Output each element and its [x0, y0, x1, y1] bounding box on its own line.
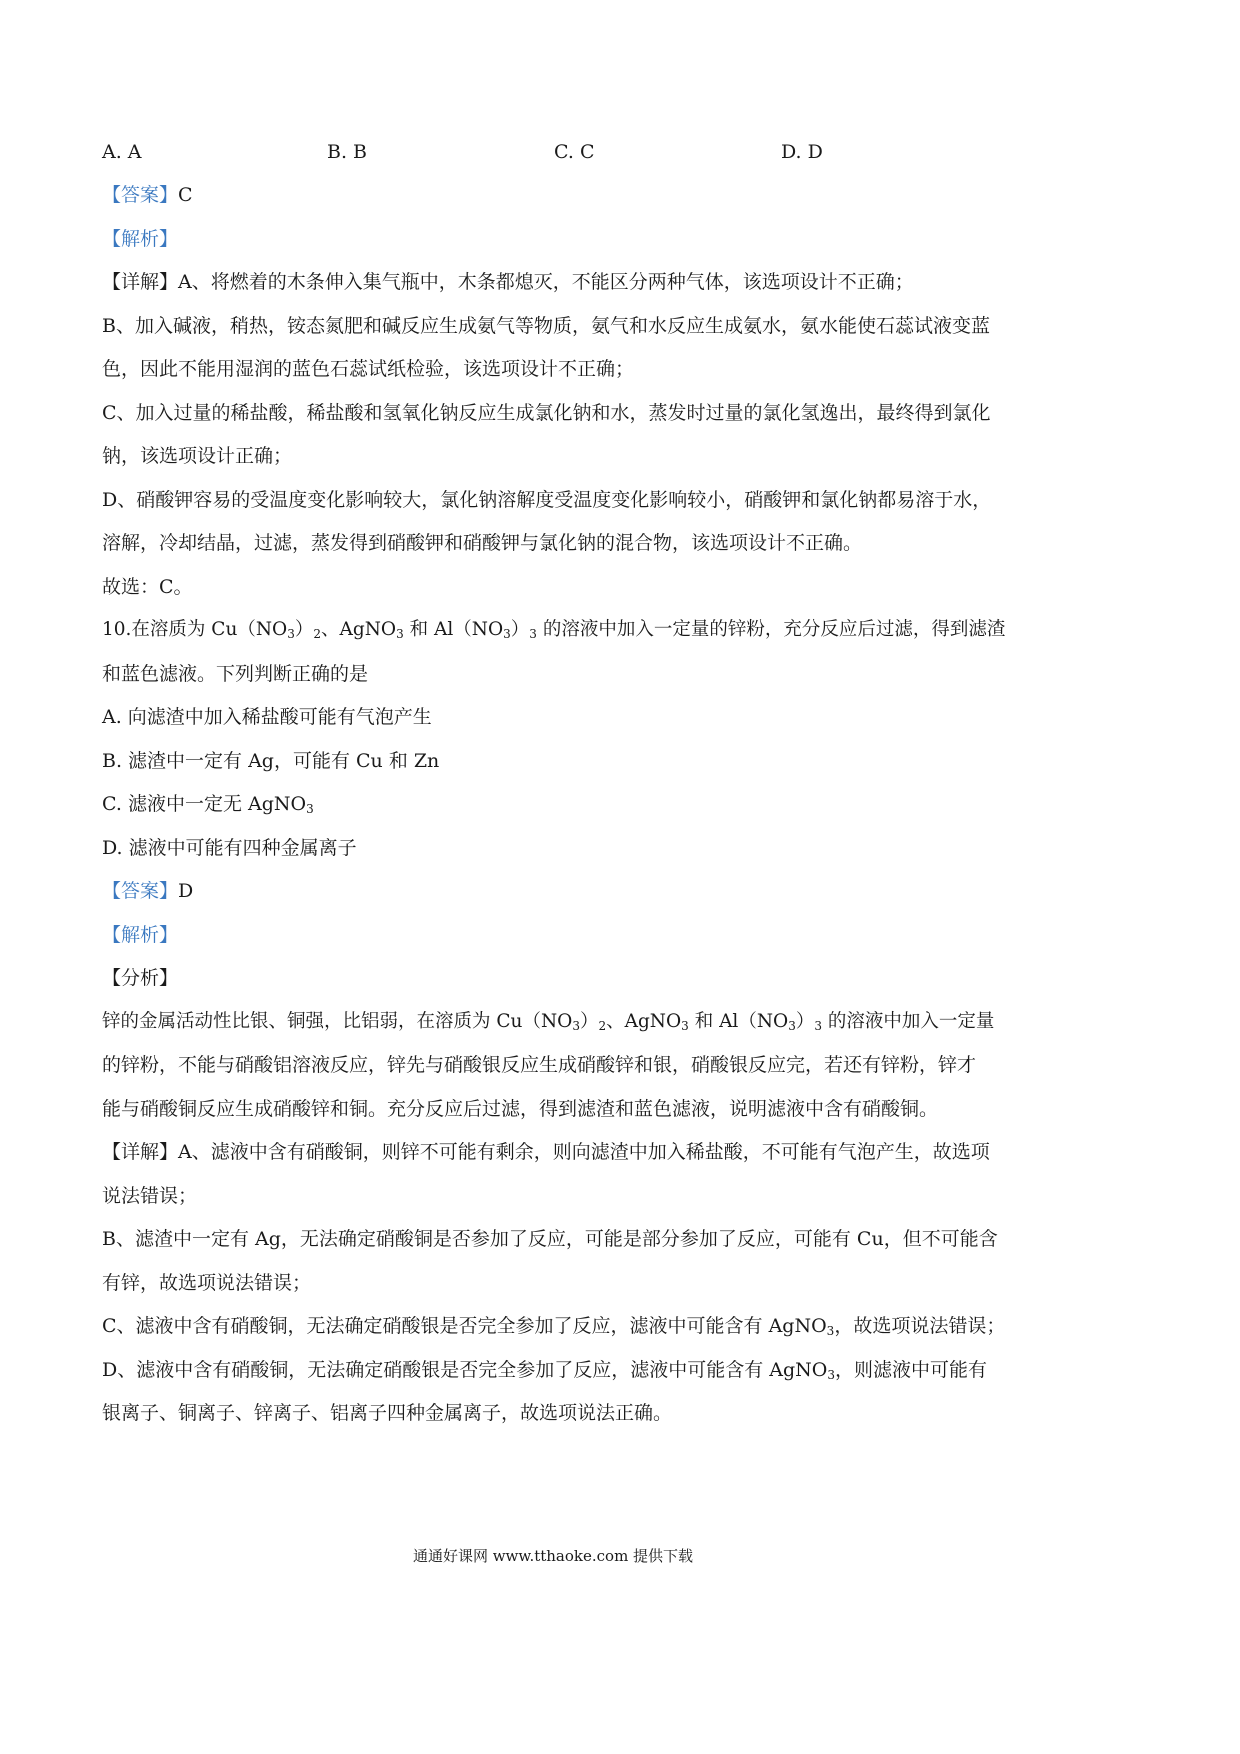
q10-detail-line: 银离子、铜离子、锌离子、铝离子四种金属离子，故选项说法正确。	[102, 1402, 673, 1424]
option-a: A. A	[102, 141, 142, 163]
q9-answer	[102, 183, 193, 207]
q9-detail-line: 溶解，冷却结晶，过滤，蒸发得到硝酸钾和硝酸钾与氯化钠的混合物，该选项设计不正确。	[102, 532, 863, 554]
q10-fenxi-tag: 【分析】	[102, 967, 179, 989]
q10-option-b: B. 滤渣中一定有 Ag，可能有 Cu 和 Zn	[102, 750, 440, 772]
q10-stem-line2: 和蓝色滤液。下列判断正确的是	[102, 663, 369, 685]
q9-detail-line: B、加入碱液，稍热，铵态氮肥和碱反应生成氨气等物质，氨气和水反应生成氨水，氨水能使石蕊试液变蓝	[102, 315, 990, 337]
q10-fenxi-line: 能与硝酸铜反应生成硝酸锌和铜。充分反应后过滤，得到滤渣和蓝色滤液，说明滤液中含有硝酸铜。	[102, 1098, 939, 1120]
answer-value: C	[178, 184, 193, 206]
answer-value: D	[178, 880, 194, 902]
q10-detail-line: B、滤渣中一定有 Ag，无法确定硝酸铜是否参加了反应，可能是部分参加了反应，可能有 Cu，但不可能含	[102, 1228, 998, 1250]
q10-analysis-tag: 【解析】	[102, 924, 179, 946]
q9-conclusion: 故选：C。	[102, 576, 193, 598]
q10-fenxi-line: 锌的金属活动性比银、铜强，比铝弱，在溶质为 $Cu(NO_3)_2$、AgNO$_3$ 和 $Al(NO_3)_3$ 的溶液中加入一定量	[102, 1011, 995, 1033]
option-c: C. C	[554, 141, 595, 163]
q9-detail-line: C、加入过量的稀盐酸，稀盐酸和氢氧化钠反应生成氯化钠和水，蒸发时过量的氯化氢逸出，最终得到氯化	[102, 402, 991, 424]
q10-option-d: D. 滤液中可能有四种金属离子	[102, 837, 357, 859]
q9-detail-line	[102, 270, 914, 294]
answer-tag: 【答案】	[102, 184, 179, 206]
q10-detail-line: 说法错误；	[102, 1185, 198, 1207]
q9-detail-line: 色，因此不能用湿润的蓝色石蕊试纸检验，该选项设计不正确；	[102, 358, 635, 380]
option-d: D. D	[781, 141, 823, 163]
q10-detail-line: C、滤液中含有硝酸铜，无法确定硝酸银是否完全参加了反应，滤液中可能含有 AgNO$_3$，故选项说法错误；	[102, 1315, 1006, 1338]
q10-option-c: C. 滤液中一定无 AgNO$_3$	[102, 793, 314, 816]
answer-tag: 【答案】	[102, 880, 179, 902]
q10-option-a: A. 向滤渣中加入稀盐酸可能有气泡产生	[102, 706, 432, 728]
q10-detail-line: D、滤液中含有硝酸铜，无法确定硝酸银是否完全参加了反应，滤液中可能含有 AgNO$_3$，则滤液中可能有	[102, 1359, 988, 1382]
q9-detail-line: 钠，该选项设计正确；	[102, 445, 293, 467]
page-footer: 通通好课网 www.tthaoke.com 提供下载	[412, 1547, 694, 1565]
detail-tag: 【详解】	[102, 271, 179, 293]
q10-detail-line: 有锌，故选项说法错误；	[102, 1272, 312, 1294]
q10-stem: 10.在溶质为 $Cu(NO_3)_2$、AgNO$_3$ 和 $Al(NO_3)_3$ 的溶液中加入一定量的锌粉，充分反应后过滤，得到滤渣	[102, 619, 1006, 641]
q10-answer	[102, 879, 193, 903]
detail-tag: 【详解】	[102, 1141, 179, 1163]
detail-text: A、将燃着的木条伸入集气瓶中，木条都熄灭，不能区分两种气体，该选项设计不正确；	[178, 271, 914, 293]
q10-detail-line	[102, 1140, 990, 1164]
q9-detail-line: D、硝酸钾容易的受温度变化影响较大，氯化钠溶解度受温度变化影响较小，硝酸钾和氯化钠都易溶于水，	[102, 489, 992, 511]
option-b: B. B	[327, 141, 368, 163]
q10-fenxi-line: 的锌粉，不能与硝酸铝溶液反应，锌先与硝酸银反应生成硝酸锌和银，硝酸银反应完，若还有锌粉，锌才	[102, 1054, 977, 1076]
q9-analysis-tag: 【解析】	[102, 228, 179, 250]
detail-text: A、滤液中含有硝酸铜，则锌不可能有剩余，则向滤渣中加入稀盐酸，不可能有气泡产生，故选项	[178, 1141, 990, 1163]
